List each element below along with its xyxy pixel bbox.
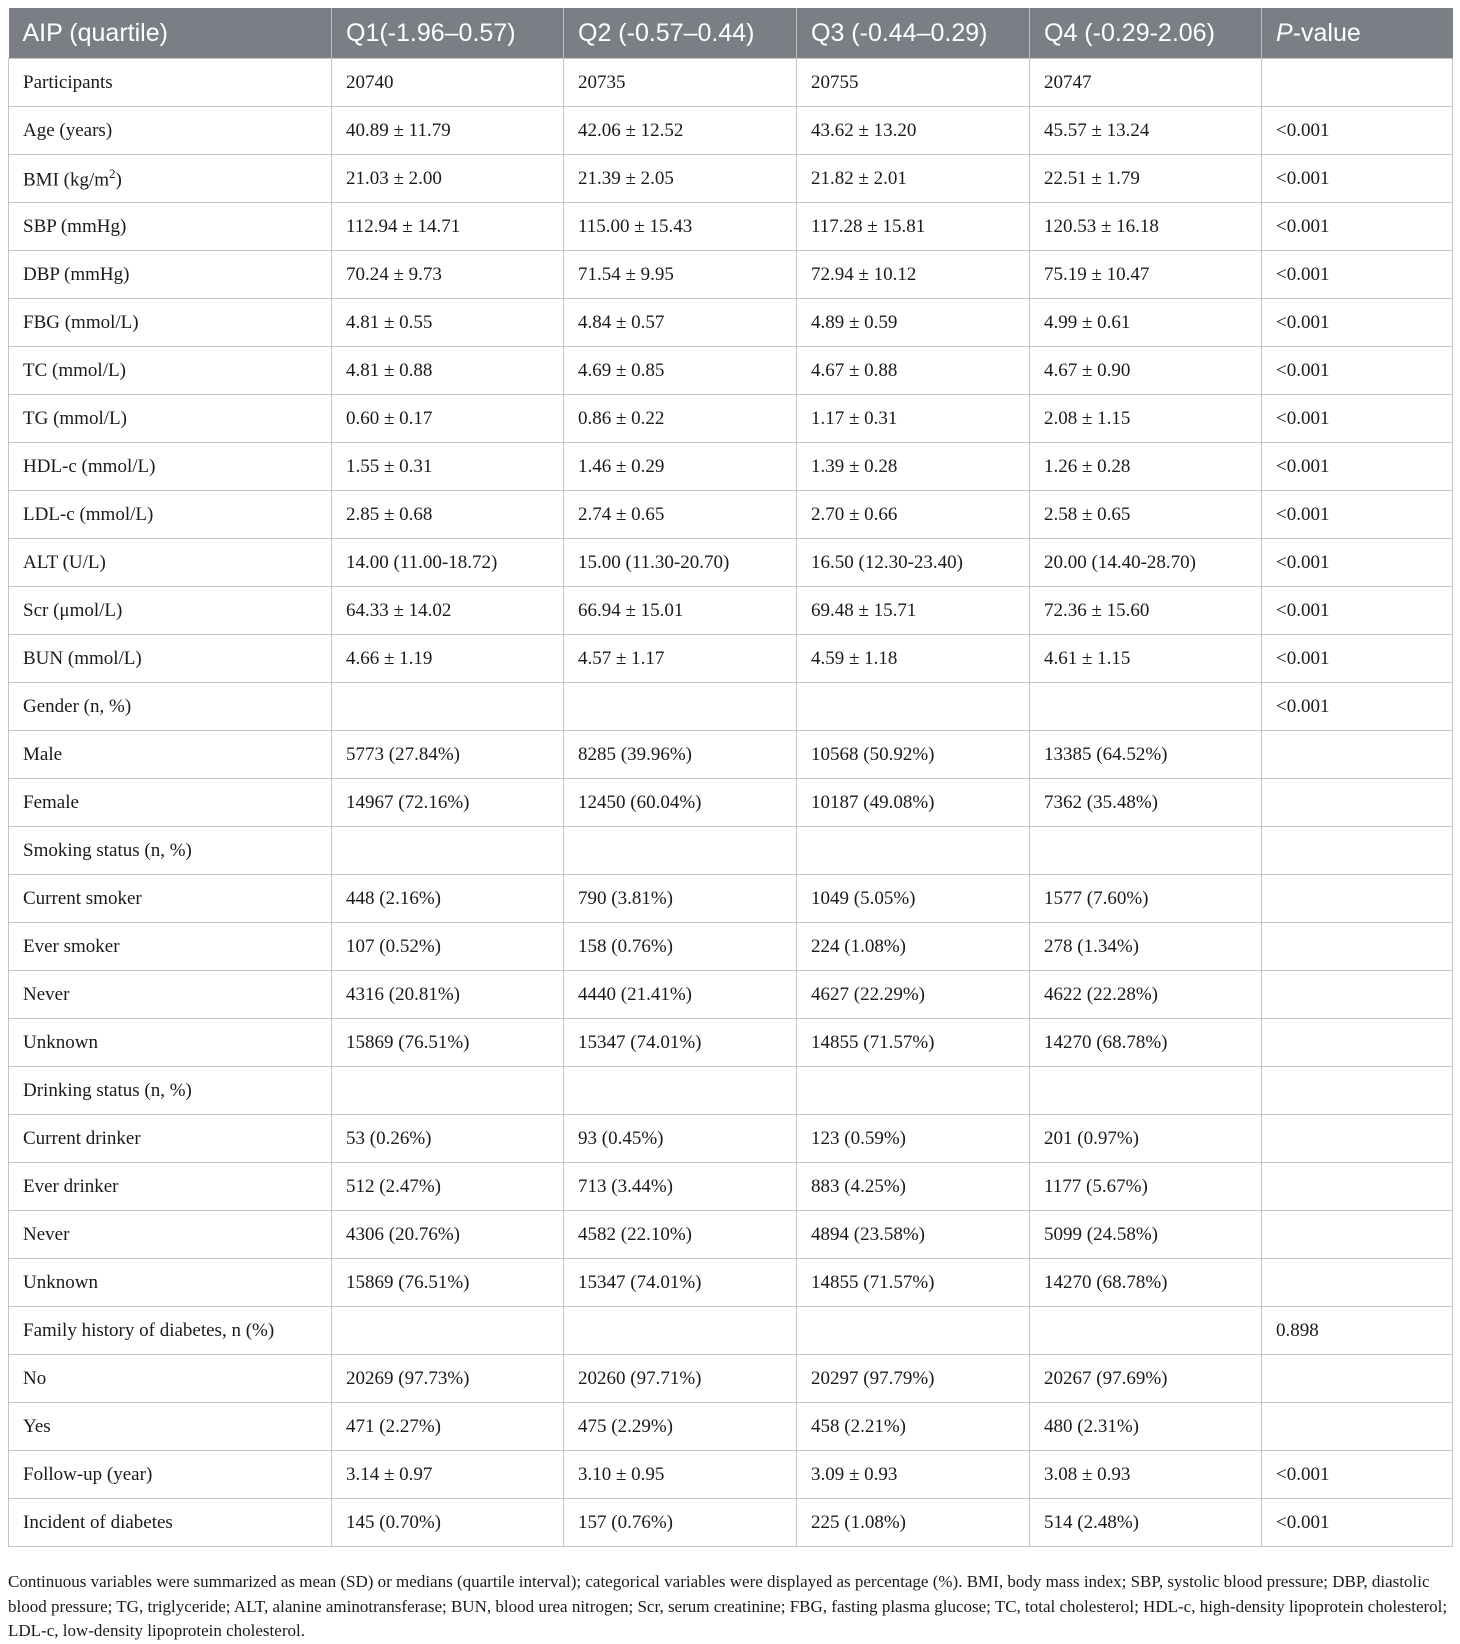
quartile-q4-cell: 22.51 ± 1.79 (1030, 155, 1262, 203)
header-q1: Q1(-1.96–0.57) (332, 8, 564, 59)
quartile-q1-cell: 20269 (97.73%) (332, 1355, 564, 1403)
table-row (9, 443, 1453, 491)
quartile-q2-cell: 115.00 ± 15.43 (564, 203, 797, 251)
table-row (9, 1259, 1453, 1307)
quartile-q1-cell: 4306 (20.76%) (332, 1211, 564, 1259)
quartile-q3-cell: 20755 (797, 59, 1030, 107)
row-label-cell: Female (9, 779, 332, 827)
table-row (9, 59, 1453, 107)
header-p-rest: -value (1292, 18, 1361, 47)
quartile-q2-cell: 20260 (97.71%) (564, 1355, 797, 1403)
quartile-q4-cell: 4622 (22.28%) (1030, 971, 1262, 1019)
row-label-cell: Participants (9, 59, 332, 107)
quartile-q2-cell: 71.54 ± 9.95 (564, 251, 797, 299)
quartile-q2-cell: 8285 (39.96%) (564, 731, 797, 779)
quartile-q4-cell: 278 (1.34%) (1030, 923, 1262, 971)
quartile-q2-cell: 0.86 ± 0.22 (564, 395, 797, 443)
row-label-cell: FBG (mmol/L) (9, 299, 332, 347)
p-value-cell: <0.001 (1262, 683, 1453, 731)
quartile-q1-cell: 512 (2.47%) (332, 1163, 564, 1211)
p-value-cell (1262, 779, 1453, 827)
bmi-label-superscript: 2 (109, 165, 116, 181)
p-value-cell: 0.898 (1262, 1307, 1453, 1355)
quartile-q2-cell: 2.74 ± 0.65 (564, 491, 797, 539)
quartile-q4-cell: 2.08 ± 1.15 (1030, 395, 1262, 443)
row-label-cell: Current smoker (9, 875, 332, 923)
p-value-cell (1262, 1163, 1453, 1211)
p-value-cell: <0.001 (1262, 299, 1453, 347)
row-label-cell: SBP (mmHg) (9, 203, 332, 251)
quartile-q1-cell (332, 827, 564, 875)
quartile-q1-cell: 448 (2.16%) (332, 875, 564, 923)
quartile-q1-cell: 15869 (76.51%) (332, 1259, 564, 1307)
quartile-q3-cell: 2.70 ± 0.66 (797, 491, 1030, 539)
row-label-cell: Scr (μmol/L) (9, 587, 332, 635)
quartile-q1-cell: 14967 (72.16%) (332, 779, 564, 827)
p-value-cell (1262, 827, 1453, 875)
quartile-q2-cell: 713 (3.44%) (564, 1163, 797, 1211)
quartile-q1-cell: 4.66 ± 1.19 (332, 635, 564, 683)
quartile-q2-cell: 158 (0.76%) (564, 923, 797, 971)
quartile-q1-cell: 2.85 ± 0.68 (332, 491, 564, 539)
quartile-q3-cell: 14855 (71.57%) (797, 1259, 1030, 1307)
table-body (9, 59, 1453, 1547)
quartile-q2-cell: 4.69 ± 0.85 (564, 347, 797, 395)
bmi-label-prefix: BMI (kg/m (23, 169, 110, 191)
row-label-cell: TC (mmol/L) (9, 347, 332, 395)
quartile-q4-cell: 4.67 ± 0.90 (1030, 347, 1262, 395)
quartile-q2-cell: 4.57 ± 1.17 (564, 635, 797, 683)
quartile-q4-cell: 20267 (97.69%) (1030, 1355, 1262, 1403)
p-value-cell: <0.001 (1262, 203, 1453, 251)
table-footnote: Continuous variables were summarized as mean (SD) or medians (quartile interval); categorical variables were displayed as percentage (%). BMI, body mass index; SBP, systolic blood pressure; DBP, diastolic blood pressure; TG, triglyceride; ALT, alanine aminotransferase; BUN, blood urea nitrogen; Scr, serum creatinine; FBG, fasting plasma glucose; TC, total cholesterol; HDL-c, high-density lipoprotein cholesterol; LDL-c, low-density lipoprotein cholesterol. (8, 1572, 1448, 1640)
header-aip-quartile: AIP (quartile) (9, 8, 332, 59)
quartile-q2-cell: 790 (3.81%) (564, 875, 797, 923)
p-value-cell (1262, 1355, 1453, 1403)
p-value-cell: <0.001 (1262, 107, 1453, 155)
quartile-q3-cell (797, 1307, 1030, 1355)
quartile-q3-cell: 72.94 ± 10.12 (797, 251, 1030, 299)
header-q4: Q4 (-0.29-2.06) (1030, 8, 1262, 59)
header-p-italic: P (1276, 18, 1293, 47)
quartile-q2-cell: 15347 (74.01%) (564, 1019, 797, 1067)
row-label-cell: TG (mmol/L) (9, 395, 332, 443)
row-label-cell: Gender (n, %) (9, 683, 332, 731)
row-label-cell (9, 155, 332, 203)
quartile-q4-cell (1030, 1307, 1262, 1355)
row-label-cell: Ever smoker (9, 923, 332, 971)
table-row (9, 1451, 1453, 1499)
row-label-cell: ALT (U/L) (9, 539, 332, 587)
quartile-q1-cell: 145 (0.70%) (332, 1499, 564, 1547)
quartile-q2-cell: 4440 (21.41%) (564, 971, 797, 1019)
quartile-q4-cell: 2.58 ± 0.65 (1030, 491, 1262, 539)
table-row (9, 731, 1453, 779)
row-label-cell: Follow-up (year) (9, 1451, 332, 1499)
quartile-q2-cell: 157 (0.76%) (564, 1499, 797, 1547)
quartile-q4-cell: 1577 (7.60%) (1030, 875, 1262, 923)
quartile-q3-cell (797, 1067, 1030, 1115)
table-row (9, 1163, 1453, 1211)
quartile-q2-cell (564, 683, 797, 731)
baseline-characteristics-table (8, 8, 1453, 1547)
table-row (9, 1499, 1453, 1547)
table-row (9, 347, 1453, 395)
quartile-q1-cell: 112.94 ± 14.71 (332, 203, 564, 251)
table-row (9, 1403, 1453, 1451)
quartile-q3-cell: 458 (2.21%) (797, 1403, 1030, 1451)
quartile-q1-cell: 5773 (27.84%) (332, 731, 564, 779)
quartile-q2-cell: 15347 (74.01%) (564, 1259, 797, 1307)
row-label-cell: Unknown (9, 1019, 332, 1067)
quartile-q3-cell (797, 827, 1030, 875)
quartile-q1-cell: 20740 (332, 59, 564, 107)
table-row (9, 1307, 1453, 1355)
quartile-q4-cell: 14270 (68.78%) (1030, 1019, 1262, 1067)
quartile-q3-cell: 43.62 ± 13.20 (797, 107, 1030, 155)
quartile-q1-cell: 40.89 ± 11.79 (332, 107, 564, 155)
quartile-q2-cell: 42.06 ± 12.52 (564, 107, 797, 155)
quartile-q4-cell: 4.61 ± 1.15 (1030, 635, 1262, 683)
quartile-q3-cell: 10568 (50.92%) (797, 731, 1030, 779)
table-row (9, 1019, 1453, 1067)
quartile-q3-cell: 123 (0.59%) (797, 1115, 1030, 1163)
quartile-q3-cell: 1049 (5.05%) (797, 875, 1030, 923)
quartile-q3-cell: 883 (4.25%) (797, 1163, 1030, 1211)
p-value-cell (1262, 1067, 1453, 1115)
quartile-q4-cell: 4.99 ± 0.61 (1030, 299, 1262, 347)
table-row (9, 779, 1453, 827)
quartile-q3-cell: 4.59 ± 1.18 (797, 635, 1030, 683)
table-row (9, 875, 1453, 923)
quartile-q1-cell (332, 1067, 564, 1115)
table-row (9, 971, 1453, 1019)
p-value-cell: <0.001 (1262, 539, 1453, 587)
quartile-q3-cell: 117.28 ± 15.81 (797, 203, 1030, 251)
p-value-cell: <0.001 (1262, 1451, 1453, 1499)
row-label-cell: Ever drinker (9, 1163, 332, 1211)
quartile-q4-cell: 3.08 ± 0.93 (1030, 1451, 1262, 1499)
p-value-cell (1262, 731, 1453, 779)
quartile-q1-cell: 107 (0.52%) (332, 923, 564, 971)
row-label-cell: No (9, 1355, 332, 1403)
p-value-cell (1262, 923, 1453, 971)
quartile-q4-cell (1030, 1067, 1262, 1115)
quartile-q2-cell: 66.94 ± 15.01 (564, 587, 797, 635)
p-value-cell: <0.001 (1262, 1499, 1453, 1547)
row-label-cell: Incident of diabetes (9, 1499, 332, 1547)
quartile-q3-cell: 4.89 ± 0.59 (797, 299, 1030, 347)
p-value-cell: <0.001 (1262, 347, 1453, 395)
header-row (9, 8, 1453, 59)
table-row (9, 827, 1453, 875)
quartile-q4-cell: 480 (2.31%) (1030, 1403, 1262, 1451)
header-q3: Q3 (-0.44–0.29) (797, 8, 1030, 59)
quartile-q4-cell: 14270 (68.78%) (1030, 1259, 1262, 1307)
quartile-q4-cell: 120.53 ± 16.18 (1030, 203, 1262, 251)
quartile-q2-cell (564, 827, 797, 875)
quartile-q2-cell: 4582 (22.10%) (564, 1211, 797, 1259)
p-value-cell: <0.001 (1262, 443, 1453, 491)
quartile-q3-cell: 1.39 ± 0.28 (797, 443, 1030, 491)
quartile-q4-cell (1030, 683, 1262, 731)
quartile-q4-cell: 72.36 ± 15.60 (1030, 587, 1262, 635)
p-value-cell (1262, 1019, 1453, 1067)
table-row (9, 155, 1453, 203)
quartile-q4-cell: 45.57 ± 13.24 (1030, 107, 1262, 155)
baseline-characteristics-table-container (8, 8, 1452, 1547)
quartile-q1-cell: 1.55 ± 0.31 (332, 443, 564, 491)
quartile-q3-cell: 3.09 ± 0.93 (797, 1451, 1030, 1499)
quartile-q3-cell: 16.50 (12.30-23.40) (797, 539, 1030, 587)
quartile-q2-cell: 3.10 ± 0.95 (564, 1451, 797, 1499)
row-label-cell: Drinking status (n, %) (9, 1067, 332, 1115)
quartile-q1-cell (332, 1307, 564, 1355)
p-value-cell: <0.001 (1262, 395, 1453, 443)
table-row (9, 539, 1453, 587)
quartile-q3-cell: 224 (1.08%) (797, 923, 1030, 971)
quartile-q3-cell: 4894 (23.58%) (797, 1211, 1030, 1259)
quartile-q1-cell: 64.33 ± 14.02 (332, 587, 564, 635)
quartile-q1-cell (332, 683, 564, 731)
header-p-value (1262, 8, 1453, 59)
quartile-q2-cell (564, 1307, 797, 1355)
quartile-q3-cell: 21.82 ± 2.01 (797, 155, 1030, 203)
quartile-q1-cell: 4.81 ± 0.55 (332, 299, 564, 347)
quartile-q2-cell: 21.39 ± 2.05 (564, 155, 797, 203)
quartile-q4-cell: 13385 (64.52%) (1030, 731, 1262, 779)
p-value-cell (1262, 1259, 1453, 1307)
row-label-cell: Smoking status (n, %) (9, 827, 332, 875)
table-row (9, 395, 1453, 443)
p-value-cell (1262, 1211, 1453, 1259)
row-label-cell: DBP (mmHg) (9, 251, 332, 299)
table-row (9, 1211, 1453, 1259)
row-label-cell: Male (9, 731, 332, 779)
quartile-q1-cell: 21.03 ± 2.00 (332, 155, 564, 203)
quartile-q4-cell: 7362 (35.48%) (1030, 779, 1262, 827)
p-value-cell (1262, 1115, 1453, 1163)
row-label-cell: Never (9, 971, 332, 1019)
row-label-cell: LDL-c (mmol/L) (9, 491, 332, 539)
p-value-cell (1262, 59, 1453, 107)
table-row (9, 1355, 1453, 1403)
quartile-q3-cell: 20297 (97.79%) (797, 1355, 1030, 1403)
quartile-q2-cell: 1.46 ± 0.29 (564, 443, 797, 491)
bmi-label-suffix: ) (115, 169, 122, 191)
table-row (9, 683, 1453, 731)
table-row (9, 251, 1453, 299)
quartile-q1-cell: 471 (2.27%) (332, 1403, 564, 1451)
quartile-q2-cell (564, 1067, 797, 1115)
quartile-q1-cell: 3.14 ± 0.97 (332, 1451, 564, 1499)
table-row (9, 1067, 1453, 1115)
p-value-cell: <0.001 (1262, 491, 1453, 539)
table-row (9, 203, 1453, 251)
quartile-q1-cell: 4.81 ± 0.88 (332, 347, 564, 395)
quartile-q4-cell: 1177 (5.67%) (1030, 1163, 1262, 1211)
row-label-cell: BUN (mmol/L) (9, 635, 332, 683)
quartile-q2-cell: 12450 (60.04%) (564, 779, 797, 827)
quartile-q1-cell: 15869 (76.51%) (332, 1019, 564, 1067)
table-header (9, 8, 1453, 59)
quartile-q1-cell: 4316 (20.81%) (332, 971, 564, 1019)
quartile-q3-cell: 1.17 ± 0.31 (797, 395, 1030, 443)
quartile-q3-cell: 225 (1.08%) (797, 1499, 1030, 1547)
quartile-q1-cell: 53 (0.26%) (332, 1115, 564, 1163)
row-label-cell: Family history of diabetes, n (%) (9, 1307, 332, 1355)
quartile-q3-cell: 14855 (71.57%) (797, 1019, 1030, 1067)
row-label-cell: Yes (9, 1403, 332, 1451)
quartile-q4-cell: 201 (0.97%) (1030, 1115, 1262, 1163)
p-value-cell: <0.001 (1262, 251, 1453, 299)
table-row (9, 635, 1453, 683)
quartile-q4-cell: 514 (2.48%) (1030, 1499, 1262, 1547)
table-row (9, 587, 1453, 635)
row-label-cell: Age (years) (9, 107, 332, 155)
row-label-cell: Current drinker (9, 1115, 332, 1163)
quartile-q2-cell: 20735 (564, 59, 797, 107)
quartile-q4-cell: 20.00 (14.40-28.70) (1030, 539, 1262, 587)
quartile-q4-cell: 5099 (24.58%) (1030, 1211, 1262, 1259)
quartile-q2-cell: 15.00 (11.30-20.70) (564, 539, 797, 587)
quartile-q1-cell: 0.60 ± 0.17 (332, 395, 564, 443)
quartile-q4-cell: 1.26 ± 0.28 (1030, 443, 1262, 491)
quartile-q3-cell: 69.48 ± 15.71 (797, 587, 1030, 635)
quartile-q1-cell: 70.24 ± 9.73 (332, 251, 564, 299)
p-value-cell: <0.001 (1262, 155, 1453, 203)
p-value-cell (1262, 1403, 1453, 1451)
quartile-q4-cell: 20747 (1030, 59, 1262, 107)
quartile-q3-cell: 4627 (22.29%) (797, 971, 1030, 1019)
quartile-q4-cell (1030, 827, 1262, 875)
row-label-cell: Never (9, 1211, 332, 1259)
table-row (9, 923, 1453, 971)
table-row (9, 299, 1453, 347)
p-value-cell: <0.001 (1262, 587, 1453, 635)
row-label-cell: HDL-c (mmol/L) (9, 443, 332, 491)
table-row (9, 491, 1453, 539)
quartile-q3-cell (797, 683, 1030, 731)
table-row (9, 1115, 1453, 1163)
quartile-q3-cell: 4.67 ± 0.88 (797, 347, 1030, 395)
row-label-cell: Unknown (9, 1259, 332, 1307)
quartile-q2-cell: 93 (0.45%) (564, 1115, 797, 1163)
quartile-q4-cell: 75.19 ± 10.47 (1030, 251, 1262, 299)
quartile-q3-cell: 10187 (49.08%) (797, 779, 1030, 827)
p-value-cell (1262, 875, 1453, 923)
quartile-q1-cell: 14.00 (11.00-18.72) (332, 539, 564, 587)
p-value-cell: <0.001 (1262, 635, 1453, 683)
quartile-q2-cell: 475 (2.29%) (564, 1403, 797, 1451)
p-value-cell (1262, 971, 1453, 1019)
header-q2: Q2 (-0.57–0.44) (564, 8, 797, 59)
quartile-q2-cell: 4.84 ± 0.57 (564, 299, 797, 347)
table-row (9, 107, 1453, 155)
